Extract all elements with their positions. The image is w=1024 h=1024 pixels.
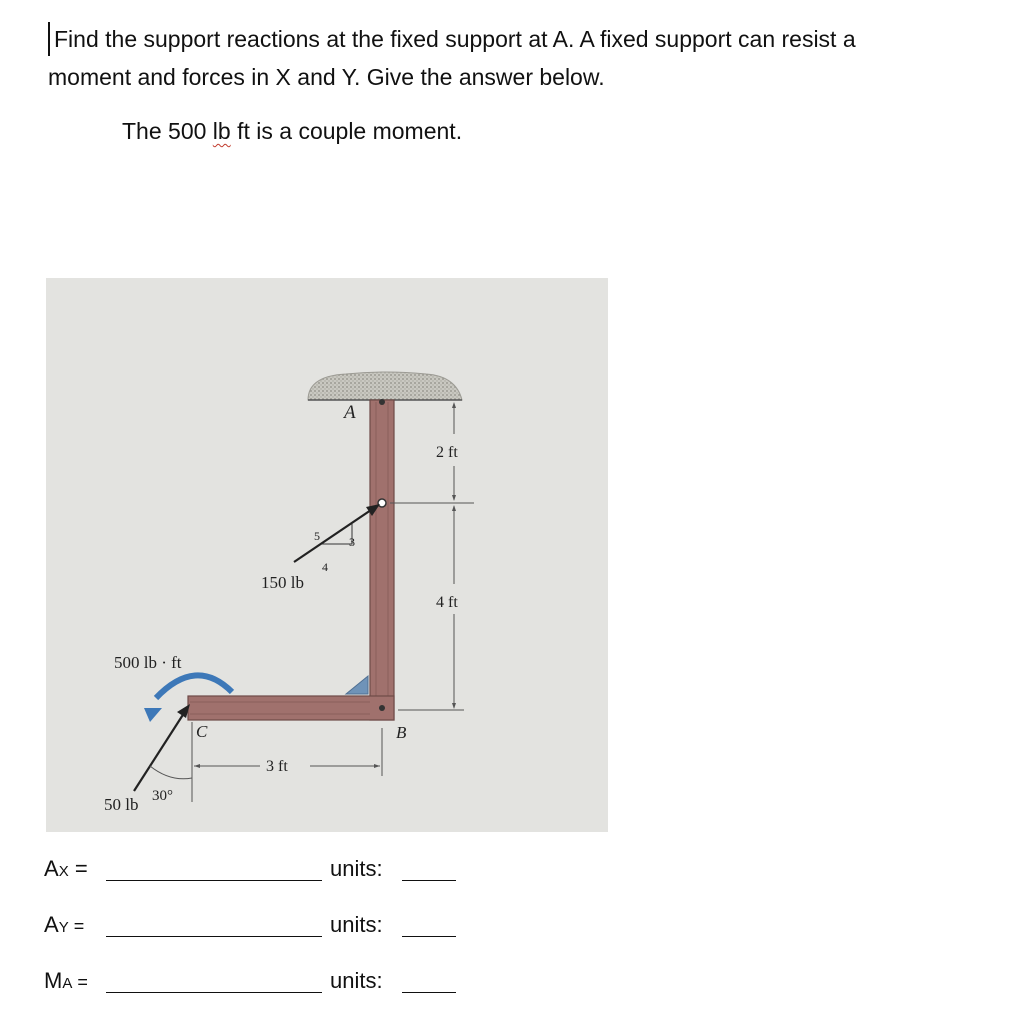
horizontal-member <box>188 696 394 720</box>
dim-3ft: 3 ft <box>266 758 288 775</box>
answer-symbol: M <box>44 968 63 993</box>
label-a: A <box>344 402 356 423</box>
answer-equals: = <box>72 972 88 992</box>
joint-b <box>379 705 385 711</box>
ax-units-blank[interactable] <box>402 880 456 881</box>
line3-post: ft is a couple moment. <box>230 118 463 144</box>
problem-line-3 <box>122 118 462 145</box>
fixed-ceiling-support <box>308 372 462 400</box>
text-cursor <box>48 22 50 56</box>
triangle-hyp: 5 <box>314 529 320 543</box>
ma-answer-blank[interactable] <box>106 992 322 993</box>
answer-symbol: A <box>44 856 59 881</box>
ax-answer-blank[interactable] <box>106 880 322 881</box>
dim-2ft: 2 ft <box>436 444 458 461</box>
answer-subscript: X <box>58 863 69 880</box>
answer-equals: = <box>68 916 85 936</box>
vertical-member <box>370 400 394 720</box>
line3-pre: The 500 <box>122 118 213 144</box>
dim-4ft: 4 ft <box>436 594 458 611</box>
label-c: C <box>196 722 208 741</box>
answer-symbol: A <box>44 912 59 937</box>
answer-label <box>44 968 88 994</box>
figure-background <box>46 278 608 832</box>
angle-label: 30° <box>152 788 173 804</box>
answer-subscript: Y <box>58 919 69 936</box>
joint-a <box>379 399 385 405</box>
answer-row-ma <box>44 968 424 998</box>
frame-figure <box>46 278 608 832</box>
answer-equals: = <box>68 856 88 881</box>
units-label: units: <box>330 912 383 937</box>
problem-line-2: moment and forces in X and Y. Give the answer below. <box>48 64 605 90</box>
label-50-lb: 50 lb <box>104 795 139 814</box>
answer-label <box>44 856 88 882</box>
answer-subscript: A <box>62 975 73 992</box>
problem-line-1: Find the support reactions at the fixed support at A. A fixed support can resist a <box>54 26 856 52</box>
answer-label <box>44 912 84 938</box>
units-label: units: <box>330 856 383 881</box>
ay-units-blank[interactable] <box>402 936 456 937</box>
spellcheck-word: lb <box>212 118 231 144</box>
label-150-lb: 150 lb <box>261 573 304 592</box>
ma-units-blank[interactable] <box>402 992 456 993</box>
label-moment: 500 lb · ft <box>114 653 182 672</box>
pin-joint <box>378 499 386 507</box>
units-label: units: <box>330 968 383 993</box>
triangle-horiz: 4 <box>322 560 328 574</box>
ay-answer-blank[interactable] <box>106 936 322 937</box>
triangle-vert: 3 <box>349 535 355 549</box>
answer-row-ay <box>44 912 424 942</box>
label-b: B <box>396 723 407 742</box>
answer-row-ax <box>44 856 424 886</box>
